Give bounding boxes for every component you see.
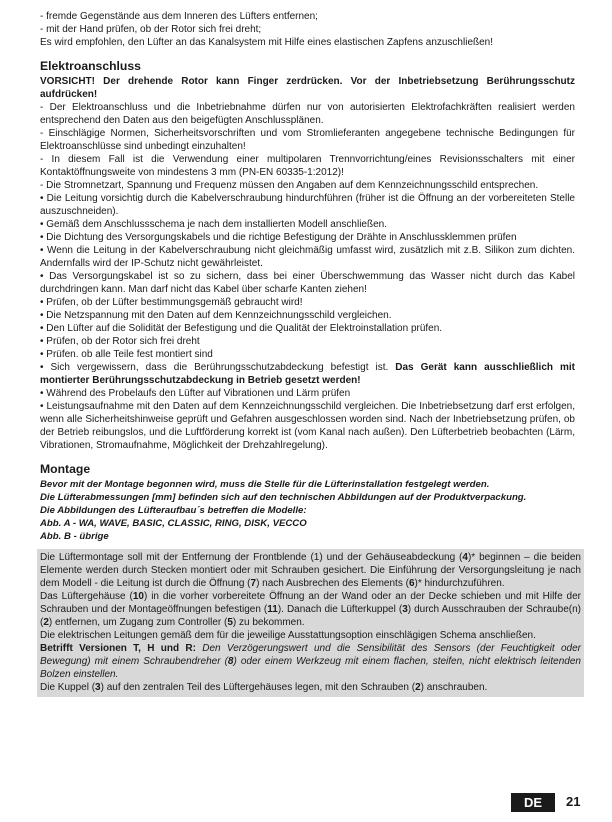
elektro-para: • Das Versorgungskabel ist so zu sichern, dass bei einer Überschwemmung das Wasser nicht durch das Kabel durchdringen kann. Man darf nicht das Kabel über scharfe Kanten ziehen! bbox=[40, 271, 575, 295]
section-heading-elektroanschluss: Elektroanschluss bbox=[40, 59, 141, 73]
text-span: ) oder einem Werkzeug mit einem flachen, steifen, nicht elektrisch leitenden Bolzen einstellen. bbox=[40, 656, 581, 680]
text-span: Das Lüftergehäuse ( bbox=[40, 591, 133, 602]
part-number: 2 bbox=[415, 682, 421, 693]
part-number: 11 bbox=[267, 604, 278, 615]
elektro-para: • Die Dichtung des Versorgungskabels und die richtige Befestigung der Drähte in Anschlussklemmen prüfen bbox=[40, 232, 517, 243]
text-span: ) zu bekommen. bbox=[232, 617, 305, 628]
box-para-3: Die elektrischen Leitungen gemäß dem für die jeweilige Ausstattungsoption einschlägigen Schema anschließen. bbox=[40, 630, 536, 641]
text-span: ) nach Ausbrechen des Elements ( bbox=[256, 578, 409, 589]
elektro-para: • Prüfen, ob der Rotor sich frei dreht bbox=[40, 336, 200, 347]
elektro-para: • Prüfen, ob der Lüfter bestimmungsgemäß gebraucht wird! bbox=[40, 297, 303, 308]
elektro-para: • Während des Probelaufs den Lüfter auf Vibrationen und Lärm prüfen bbox=[40, 388, 351, 399]
text-span: )* beginnen – die beiden Elemente werden durch Stecken montiert oder mit Schrauben gesichert. Die Einführung der Versorgungsleitung je nach dem Modell - die Leitung ist durch die Öffnung ( bbox=[40, 552, 581, 589]
check-cover-text: • Sich vergewissern, dass die Berührungsschutzabdeckung befestigt ist. bbox=[40, 362, 396, 373]
box-para-2 bbox=[40, 590, 581, 629]
top-line-3: Es wird empfohlen, den Lüfter an das Kanalsystem mit Hilfe eines elastischen Zapfens anzuschließen! bbox=[40, 37, 494, 48]
elektro-para: - Die Stromnetzart, Spannung und Frequenz müssen den Angaben auf dem Kennzeichnungsschild entsprechen. bbox=[40, 180, 539, 191]
top-line-2: - mit der Hand prüfen, ob der Rotor sich frei dreht; bbox=[40, 24, 262, 35]
text-span: ) durch Ausschrauben der Schraube(n) ( bbox=[40, 604, 581, 628]
montage-line: Die Abbildungen des Lüfteraufbau´s betreffen die Modelle: bbox=[40, 505, 307, 516]
box-para-1 bbox=[40, 551, 581, 590]
warning-text: VORSICHT! Der drehende Rotor kann Finger zerdrücken. Vor der Inbetriebsetzung Berührungsschutz aufdrücken! bbox=[40, 76, 575, 100]
part-number: 8 bbox=[227, 656, 234, 667]
part-number: 5 bbox=[227, 617, 233, 628]
text-span: Den Verzögerungswert und die Sensibilität des Sensors (der Feuchtigkeit oder Bewegung) mit einem Schraubendreher ( bbox=[40, 643, 581, 667]
check-cover-para bbox=[40, 361, 575, 387]
part-number: 2 bbox=[43, 617, 49, 628]
text-span: ) in die vorher vorbereitete Öffnung an der Wand oder an der Decke schieben und mit Hilfe der Schrauben und der Montageöffnungen befestigen ( bbox=[40, 591, 581, 615]
text-span: Die Lüftermontage soll mit der Entfernung der Frontblende (1) und der Gehäuseabdeckung ( bbox=[40, 552, 463, 563]
section-heading-montage: Montage bbox=[40, 462, 91, 476]
check-cover-bold: Das Gerät kann ausschließlich mit montierter Berührungsschutzabdeckung in Betrieb gesetzt werden! bbox=[40, 362, 576, 386]
text-span: Die Kuppel ( bbox=[40, 682, 96, 693]
language-badge: DE bbox=[511, 793, 555, 812]
instructions-box bbox=[37, 549, 584, 697]
elektro-para: • Den Lüfter auf die Solidität der Befestigung und die Qualität der Elektroinstallation prüfen. bbox=[40, 323, 443, 334]
montage-line: Die Lüfterabmessungen [mm] befinden sich auf den technischen Abbildungen auf der Produktverpackung. bbox=[40, 492, 527, 503]
part-number: 3 bbox=[95, 682, 101, 693]
elektro-para: • Die Netzspannung mit den Daten auf dem Kennzeichnungsschild vergleichen. bbox=[40, 310, 392, 321]
elektro-para: - Einschlägige Normen, Sicherheitsvorschriften und vom Stromlieferanten angegebene technische Bedingungen für Elektroanschlüsse sind unbedingt einzuhalten! bbox=[40, 128, 575, 152]
text-span: ) anschrauben. bbox=[420, 682, 488, 693]
top-line-1: - fremde Gegenstände aus dem Inneren des Lüfters entfernen; bbox=[40, 11, 318, 22]
page-number: 21 bbox=[566, 794, 581, 809]
page-content bbox=[40, 10, 581, 697]
text-span: ) auf den zentralen Teil des Lüftergehäuses legen, mit den Schrauben ( bbox=[100, 682, 416, 693]
text-span: ). Danach die Lüfterkuppel ( bbox=[277, 604, 403, 615]
elektro-para: • Die Leitung vorsichtig durch die Kabelverschraubung hindurchführen (früher ist die Öffnung an der vorbereiteten Stelle auszuschneiden). bbox=[40, 193, 575, 217]
part-number: 3 bbox=[402, 604, 408, 615]
text-span: ) entfernen, um Zugang zum Controller ( bbox=[48, 617, 228, 628]
montage-line: Abb. B - übrige bbox=[40, 531, 109, 542]
part-number: 4 bbox=[462, 552, 468, 563]
part-number: 6 bbox=[408, 578, 415, 589]
montage-line: Abb. A - WA, WAVE, BASIC, CLASSIC, RING, DISK, VECCO bbox=[40, 518, 307, 529]
elektro-para: - Der Elektroanschluss und die Inbetriebnahme dürfen nur von autorisierten Elektrofachkräften realisiert werden entsprechend den Daten aus den beigefügten Anschlussplänen. bbox=[40, 102, 575, 126]
part-number: 10 bbox=[132, 591, 144, 602]
part-number: 7 bbox=[250, 578, 257, 589]
versions-label: Betrifft Versionen T, H und R: bbox=[40, 643, 203, 654]
elektro-para: - In diesem Fall ist die Verwendung einer multipolaren Trennvorrichtung/eines Revisionsschalters mit einer Kontaktöffnungsweite von mindestens 3 mm (PN-EN 60335-1:2012)! bbox=[40, 154, 575, 178]
elektro-para: • Leistungsaufnahme mit den Daten auf dem Kennzeichnungsschild vergleichen. Die Inbetriebsetzung darf erst erfolgen, wenn alle Sicherheitshinweise geprüft und Gefahren ausgeschlossen worden sind. Nach der Inbetriebsetzung prüfen, ob der Betrieb reibungslos, und die Luftförderung korrekt ist (vom Kanal nach außen). Den Lüfterbetrieb beobachten (Lärm, Vibrationen, Stromaufnahme, Möglichkeit der Drehzahlregelung). bbox=[40, 401, 575, 451]
elektro-para: • Prüfen. ob alle Teile fest montiert sind bbox=[40, 349, 213, 360]
box-para-4 bbox=[40, 642, 581, 681]
montage-line: Bevor mit der Montage begonnen wird, muss die Stelle für die Lüfterinstallation festgelegt werden. bbox=[40, 479, 490, 490]
elektro-para: • Wenn die Leitung in der Kabelverschraubung nicht gleichmäßig umfasst wird, zusätzlich mit z.B. Silikon zum dichten. Andernfalls wird der IP-Schutz nicht gewährleistet. bbox=[40, 245, 575, 269]
text-span: )* hindurchzuführen. bbox=[414, 578, 505, 589]
elektro-para: • Gemäß dem Anschlussschema je nach dem installierten Modell anschließen. bbox=[40, 219, 387, 230]
box-para-5 bbox=[40, 681, 581, 694]
